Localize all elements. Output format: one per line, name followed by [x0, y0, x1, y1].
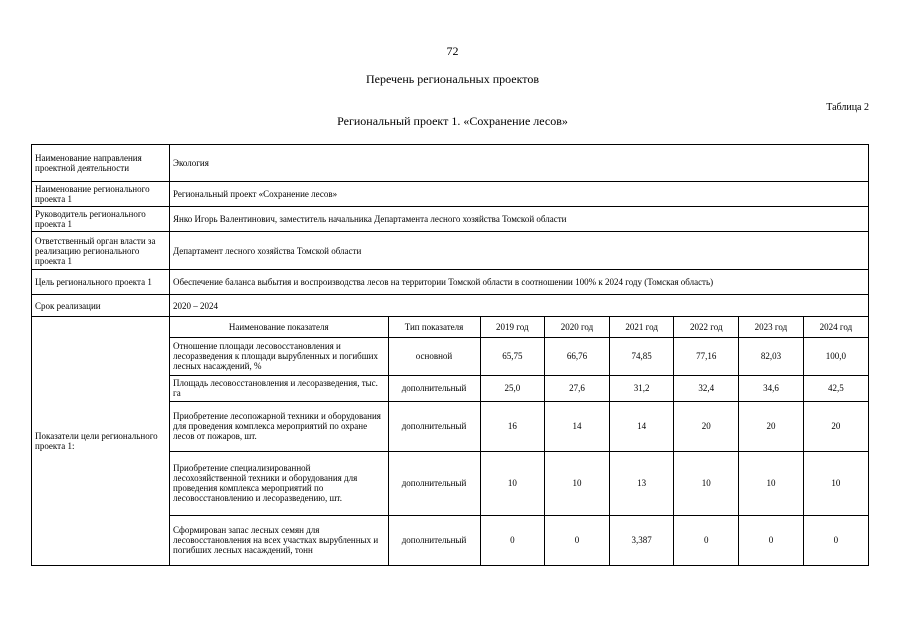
indicator-name: Площадь лесовосстановления и лесоразведения, тыс. га — [170, 375, 388, 401]
passport-label: Срок реализации — [32, 295, 170, 317]
indicator-name: Приобретение лесопожарной техники и оборудования для проведения комплекса мероприятий по охране лесов от пожаров, шт. — [170, 401, 388, 451]
header-year: 2020 год — [545, 317, 610, 337]
passport-row — [32, 207, 869, 232]
indicator-value: 0 — [545, 515, 610, 565]
document-title: Перечень региональных проектов — [365, 72, 540, 86]
header-year: 2023 год — [739, 317, 804, 337]
indicator-value: 31,2 — [609, 375, 674, 401]
indicator-value: 20 — [674, 401, 739, 451]
indicators-cell — [170, 317, 869, 566]
project-passport-table — [31, 144, 869, 566]
passport-value: Янко Игорь Валентинович, заместитель начальника Департамента лесного хозяйства Томской области — [170, 207, 869, 232]
project-title: Региональный проект 1. «Сохранение лесов» — [337, 114, 568, 128]
header-indicator-name: Наименование показателя — [170, 317, 388, 337]
indicator-value: 0 — [739, 515, 804, 565]
indicator-type: дополнительный — [388, 375, 480, 401]
indicator-value: 65,75 — [480, 337, 545, 375]
passport-label: Цель регионального проекта 1 — [32, 270, 170, 295]
indicator-value: 32,4 — [674, 375, 739, 401]
passport-row — [32, 232, 869, 270]
passport-label: Наименование регионального проекта 1 — [32, 182, 170, 207]
passport-value: Обеспечение баланса выбытия и воспроизводства лесов на территории Томской области в соотношении 100% к 2024 году (Томская область) — [170, 270, 869, 295]
indicator-value: 66,76 — [545, 337, 610, 375]
page-number: 72 — [446, 44, 459, 58]
indicator-value: 10 — [480, 451, 545, 515]
indicator-name: Сформирован запас лесных семян для лесовосстановления на всех участках вырубленных и погибших лесных насаждений, тонн — [170, 515, 388, 565]
indicators-header-row — [170, 317, 868, 337]
indicator-value: 34,6 — [739, 375, 804, 401]
passport-row — [32, 295, 869, 317]
indicator-value: 10 — [674, 451, 739, 515]
indicator-value: 14 — [545, 401, 610, 451]
indicator-value: 13 — [609, 451, 674, 515]
indicator-type: дополнительный — [388, 451, 480, 515]
passport-row — [32, 182, 869, 207]
indicator-value: 74,85 — [609, 337, 674, 375]
passport-value: Экология — [170, 145, 869, 182]
header-year: 2021 год — [609, 317, 674, 337]
indicator-value: 20 — [803, 401, 868, 451]
passport-row — [32, 270, 869, 295]
indicator-name: Отношение площади лесовосстановления и лесоразведения к площади вырубленных и погибших лесных насаждений, % — [170, 337, 388, 375]
indicator-value: 10 — [739, 451, 804, 515]
indicator-value: 10 — [545, 451, 610, 515]
indicator-name: Приобретение специализированной лесохозяйственной техники и оборудования для проведения комплекса мероприятий по лесовосстановлению и лесоразведению, шт. — [170, 451, 388, 515]
passport-row — [32, 145, 869, 182]
indicators-label: Показатели цели регионального проекта 1: — [32, 317, 170, 566]
indicator-value: 77,16 — [674, 337, 739, 375]
passport-value: Департамент лесного хозяйства Томской области — [170, 232, 869, 270]
indicator-row — [170, 451, 868, 515]
indicator-row — [170, 401, 868, 451]
indicator-value: 20 — [739, 401, 804, 451]
passport-label: Руководитель регионального проекта 1 — [32, 207, 170, 232]
table-caption: Таблица 2 — [826, 102, 869, 113]
indicator-value: 0 — [803, 515, 868, 565]
passport-value: 2020 – 2024 — [170, 295, 869, 317]
indicator-value: 10 — [803, 451, 868, 515]
indicator-value: 16 — [480, 401, 545, 451]
indicator-value: 100,0 — [803, 337, 868, 375]
indicator-type: основной — [388, 337, 480, 375]
indicator-value: 82,03 — [739, 337, 804, 375]
indicator-value: 3,387 — [609, 515, 674, 565]
passport-value: Региональный проект «Сохранение лесов» — [170, 182, 869, 207]
indicators-table — [170, 317, 868, 565]
indicator-type: дополнительный — [388, 401, 480, 451]
header-year: 2019 год — [480, 317, 545, 337]
passport-label: Наименование направления проектной деятельности — [32, 145, 170, 182]
indicator-row — [170, 375, 868, 401]
indicator-value: 25,0 — [480, 375, 545, 401]
indicators-row — [32, 317, 869, 566]
indicator-value: 42,5 — [803, 375, 868, 401]
indicator-value: 27,6 — [545, 375, 610, 401]
passport-label: Ответственный орган власти за реализацию регионального проекта 1 — [32, 232, 170, 270]
header-year: 2024 год — [803, 317, 868, 337]
indicator-value: 0 — [674, 515, 739, 565]
indicator-value: 0 — [480, 515, 545, 565]
header-indicator-type: Тип показателя — [388, 317, 480, 337]
indicator-row — [170, 337, 868, 375]
indicator-value: 14 — [609, 401, 674, 451]
header-year: 2022 год — [674, 317, 739, 337]
indicator-row — [170, 515, 868, 565]
indicator-type: дополнительный — [388, 515, 480, 565]
